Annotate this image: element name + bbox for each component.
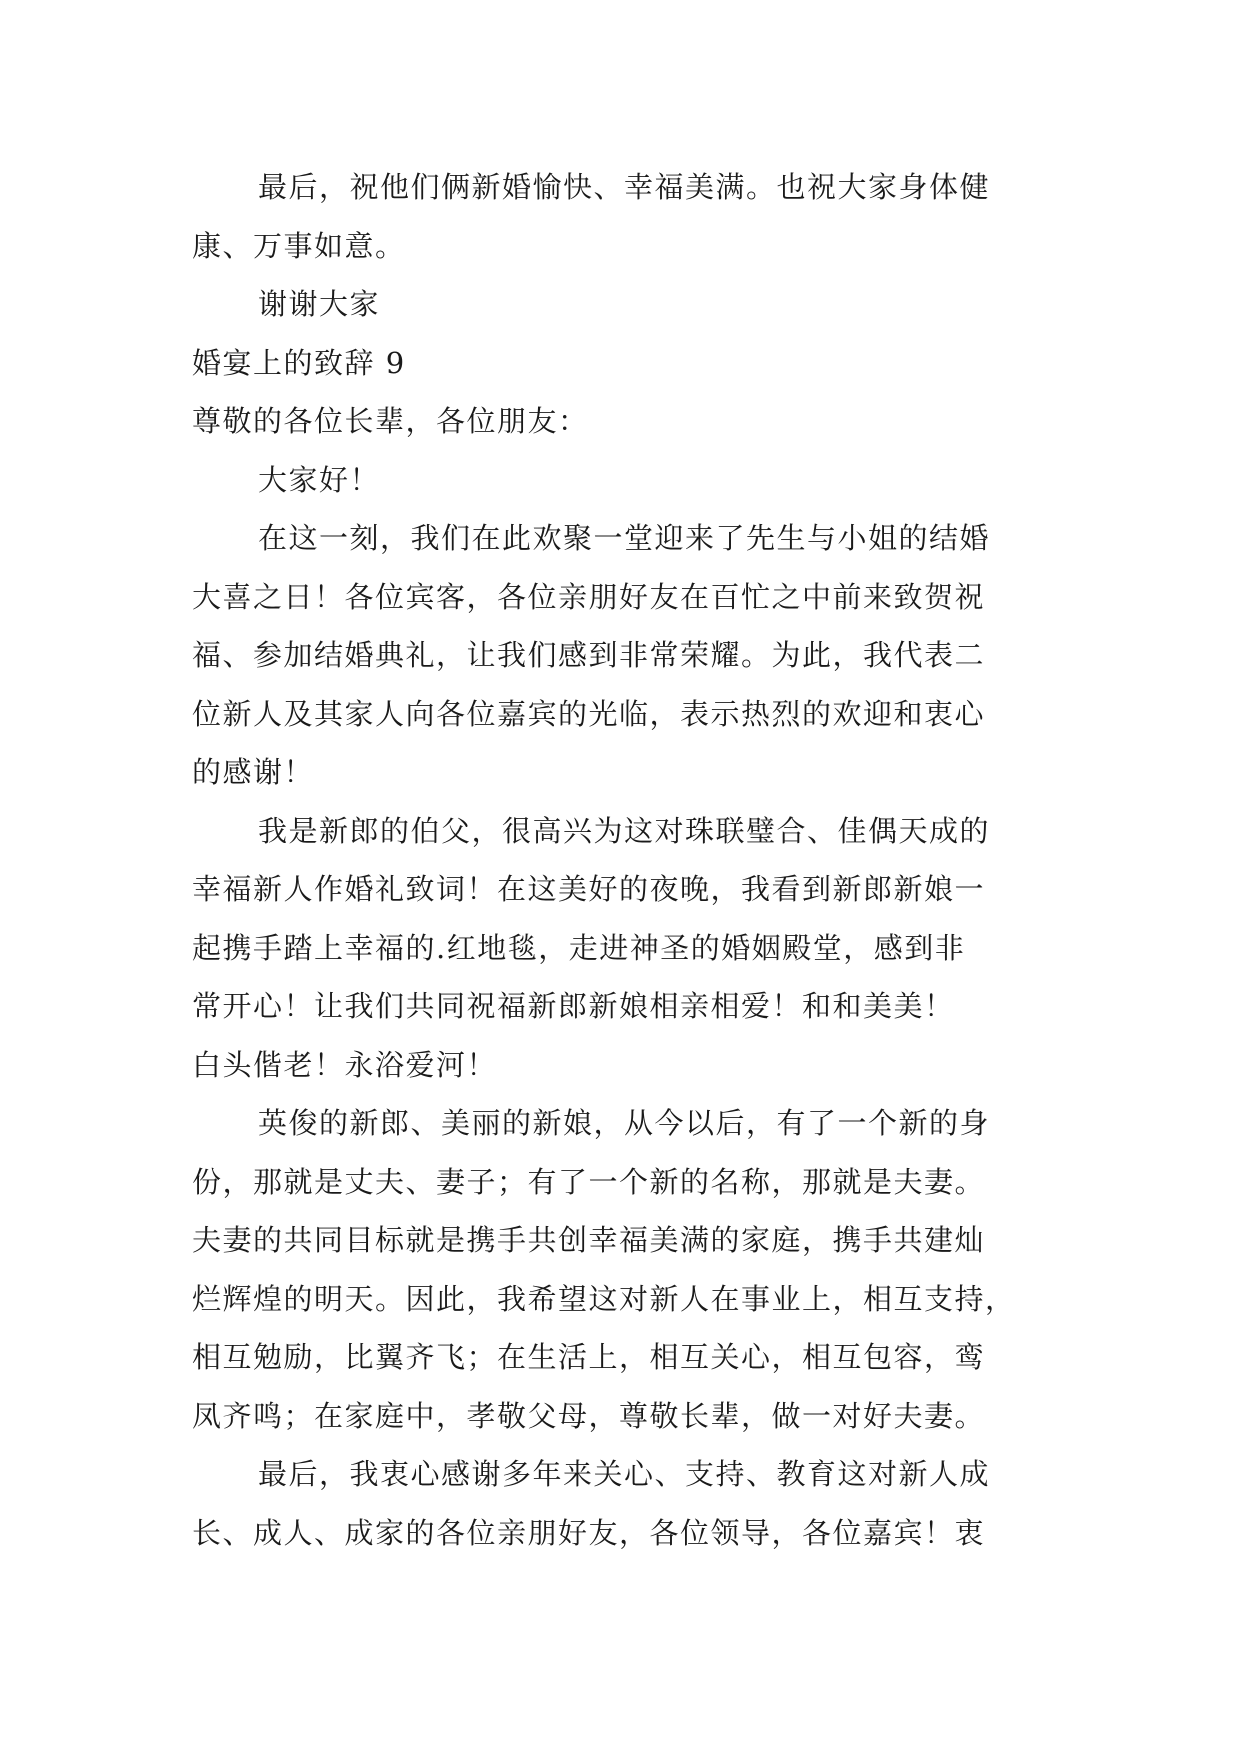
text-line: 长、成人、成家的各位亲朋好友，各位领导，各位嘉宾！衷 [192,1515,986,1550]
text-line: 幸福新人作婚礼致词！在这美好的夜晚，我看到新郎新娘一 [192,872,986,906]
text-line: 的感谢！ [192,755,315,789]
text-line: 英俊的新郎、美丽的新娘，从今以后，有了一个新的身 [258,1106,991,1140]
text-line: 位新人及其家人向各位嘉宾的光临，表示热烈的欢迎和衷心 [192,696,986,731]
text-line: 份，那就是丈夫、妻子；有了一个新的名称，那就是夫妻。 [192,1164,986,1199]
text-line: 最后，祝他们俩新婚愉快、幸福美满。也祝大家身体健 [258,170,991,204]
text-line: 谢谢大家 [258,287,381,321]
text-line: 康、万事如意。 [192,228,406,263]
section-heading: 婚宴上的致辞 9 [192,345,406,380]
text-line: 最后，我衷心感谢多年来关心、支持、教育这对新人成 [258,1457,991,1491]
salutation: 尊敬的各位长辈，各位朋友： [192,404,589,438]
text-line: 常开心！让我们共同祝福新郎新娘相亲相爱！和和美美！ [192,989,955,1023]
text-line: 凤齐鸣；在家庭中，孝敬父母，尊敬长辈，做一对好夫妻。 [192,1398,986,1433]
document-body [192,158,1062,1562]
text-line: 起携手踏上幸福的.红地毯，走进神圣的婚姻殿堂，感到非 [192,930,966,965]
text-line: 烂辉煌的明天。因此，我希望这对新人在事业上，相互支持， [192,1281,1016,1316]
text-line: 夫妻的共同目标就是携手共创幸福美满的家庭，携手共建灿 [192,1223,986,1257]
text-line: 大喜之日！各位宾客，各位亲朋好友在百忙之中前来致贺祝 [192,579,986,614]
text-line: 福、参加结婚典礼，让我们感到非常荣耀。为此，我代表二 [192,638,986,672]
text-line: 在这一刻，我们在此欢聚一堂迎来了先生与小姐的结婚 [258,521,991,555]
text-line: 大家好！ [258,462,381,497]
text-line: 相互勉励，比翼齐飞；在生活上，相互关心，相互包容，鸾 [192,1340,986,1374]
text-line: 白头偕老！永浴爱河！ [192,1047,498,1082]
text-line: 我是新郎的伯父，很高兴为这对珠联璧合、佳偶天成的 [258,813,991,848]
